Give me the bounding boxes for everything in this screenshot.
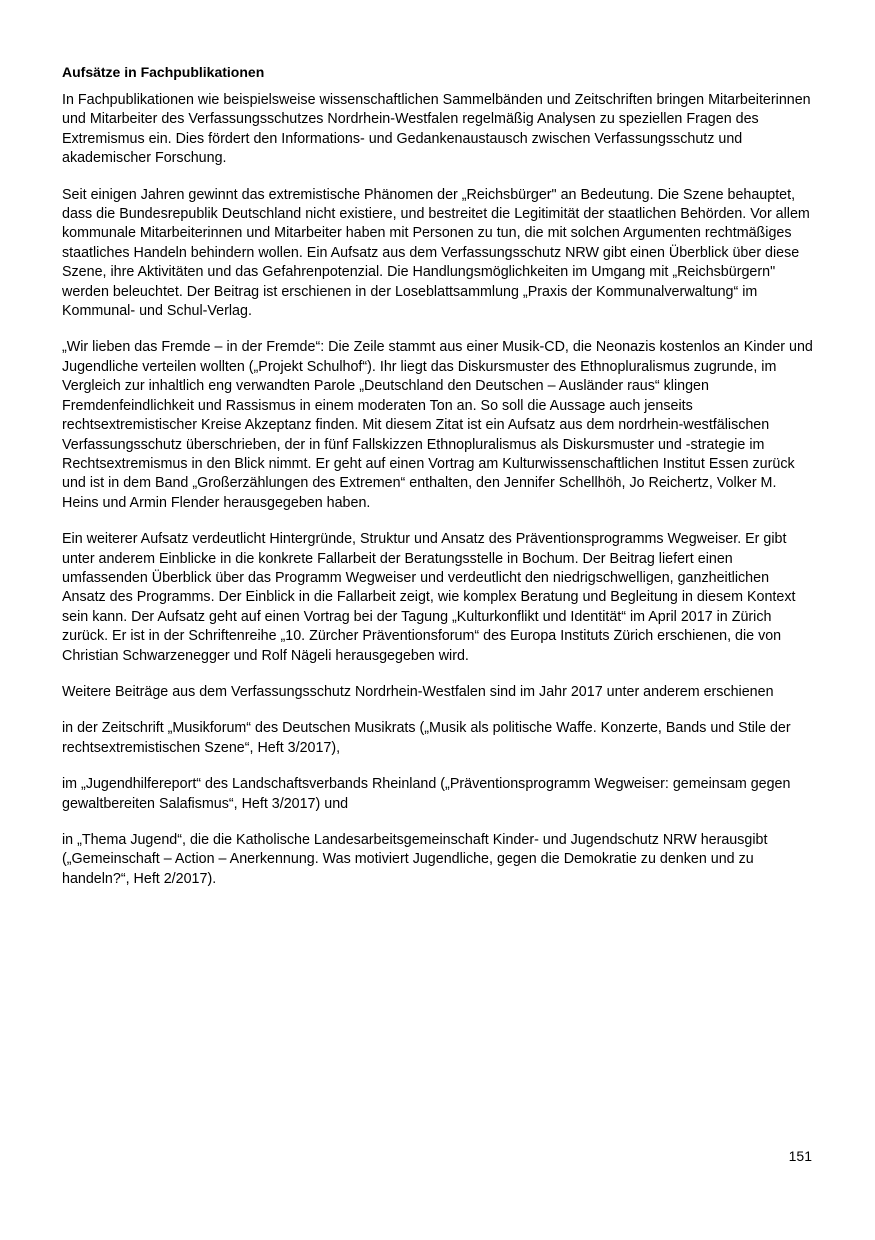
page-content	[62, 63, 814, 906]
paragraph-ethnopluralismus: „Wir lieben das Fremde – in der Fremde“: Die Zeile stammt aus einer Musik-CD, die Neonazis kostenlos an Kinder und Jugendliche verteilen wollten („Projekt Schulhof“). Ihr liegt das Diskursmuster des Ethnopluralismus zugrunde, im Vergleich zur inhaltlich eng verwandten Parole „Deutschland den Deutschen – Ausländer raus“ klingen Fremdenfeindlichkeit und Rassismus in einem moderaten Ton an. So soll die Aussage auch jenseits rechtsextremistischer Kreise Akzeptanz finden. Mit diesem Zitat ist ein Aufsatz aus dem nordrhein-westfälischen Verfassungsschutz überschrieben, der in fünf Fallskizzen Ethnopluralismus als Diskursmuster und -strategie im Rechtsextremismus in den Blick nimmt. Er geht auf einen Vortrag am Kulturwissenschaftlichen Institut Essen zurück und ist in dem Band „Großerzählungen des Extremen“ enthalten, den Jennifer Schellhöh, Jo Reichertz, Volker M. Heins und Armin Flender herausgegeben haben.	[62, 339, 813, 511]
paragraph-musikforum: in der Zeitschrift „Musikforum“ des Deutschen Musikrats („Musik als politische Waffe. Konzerte, Bands und Stile der rechtsextremistischen Szene“, Heft 3/2017),	[62, 720, 791, 756]
paragraph-jugendhilfereport: im „Jugendhilfereport“ des Landschaftsverbands Rheinland („Präventionsprogramm Wegweiser: gemeinsam gegen gewaltbereiten Salafismus“, Heft 3/2017) und	[62, 776, 791, 812]
section-heading: Aufsätze in Fachpublikationen	[62, 64, 265, 80]
paragraph-wegweiser: Ein weiterer Aufsatz verdeutlicht Hintergründe, Struktur und Ansatz des Präventionsprogramms Wegweiser. Er gibt unter anderem Einblicke in die konkrete Fallarbeit der Beratungsstelle in Bochum. Der Beitrag liefert einen umfassenden Überblick über das Programm Wegweiser und verdeutlicht den niedrigschwelligen, ganzheitlichen Ansatz des Programms. Der Einblick in die Fallarbeit zeigt, wie komplex Beratung und Begleitung in diesem Kontext sein kann. Der Aufsatz geht auf einen Vortrag bei der Tagung „Kulturkonflikt und Identität“ im April 2017 in Zürich zurück. Er ist in der Schriftenreihe „10. Zürcher Präventionsforum“ des Europa Instituts Zürich erschienen, die von Christian Schwarzenegger und Rolf Nägeli herausgegeben wird.	[62, 531, 796, 664]
paragraph-weitere-beitraege: Weitere Beiträge aus dem Verfassungsschutz Nordrhein-Westfalen sind im Jahr 2017 unter anderem erschienen	[62, 683, 774, 700]
paragraph-thema-jugend: in „Thema Jugend“, die die Katholische Landesarbeitsgemeinschaft Kinder- und Jugendschutz NRW herausgibt („Gemeinschaft – Action – Anerkennung. Was motiviert Jugendliche, gegen die Demokratie zu denken und zu handeln?“, Heft 2/2017).	[62, 832, 768, 887]
paragraph-intro: In Fachpublikationen wie beispielsweise wissenschaftlichen Sammelbänden und Zeitschriften bringen Mitarbeiterinnen und Mitarbeiter des Verfassungsschutzes Nordrhein-Westfalen regelmäßig Analysen zu speziellen Fragen des Extremismus ein. Dies fördert den Informations- und Gedankenaustausch zwischen Verfassungsschutz und akademischer Forschung.	[62, 92, 811, 167]
paragraph-reichsbuerger: Seit einigen Jahren gewinnt das extremistische Phänomen der „Reichsbürger" an Bedeutung. Die Szene behauptet, dass die Bundesrepublik Deutschland nicht existiere, und bestreitet die Legitimität der staatlichen Behörden. Vor allem kommunale Mitarbeiterinnen und Mitarbeiter haben mit Personen zu tun, die mit solchen Argumenten rechtmäßiges staatliches Handeln behindern wollen. Ein Aufsatz aus dem Verfassungsschutz NRW gibt einen Überblick über diese Szene, ihre Aktivitäten und das Gefahrenpotenzial. Die Handlungsmöglichkeiten im Umgang mit „Reichsbürgern" werden beleuchtet. Der Beitrag ist erschienen in der Loseblattsammlung „Praxis der Kommunalverwaltung“ im Kommunal- und Schul-Verlag.	[62, 186, 810, 320]
page-number: 151	[788, 1148, 812, 1164]
